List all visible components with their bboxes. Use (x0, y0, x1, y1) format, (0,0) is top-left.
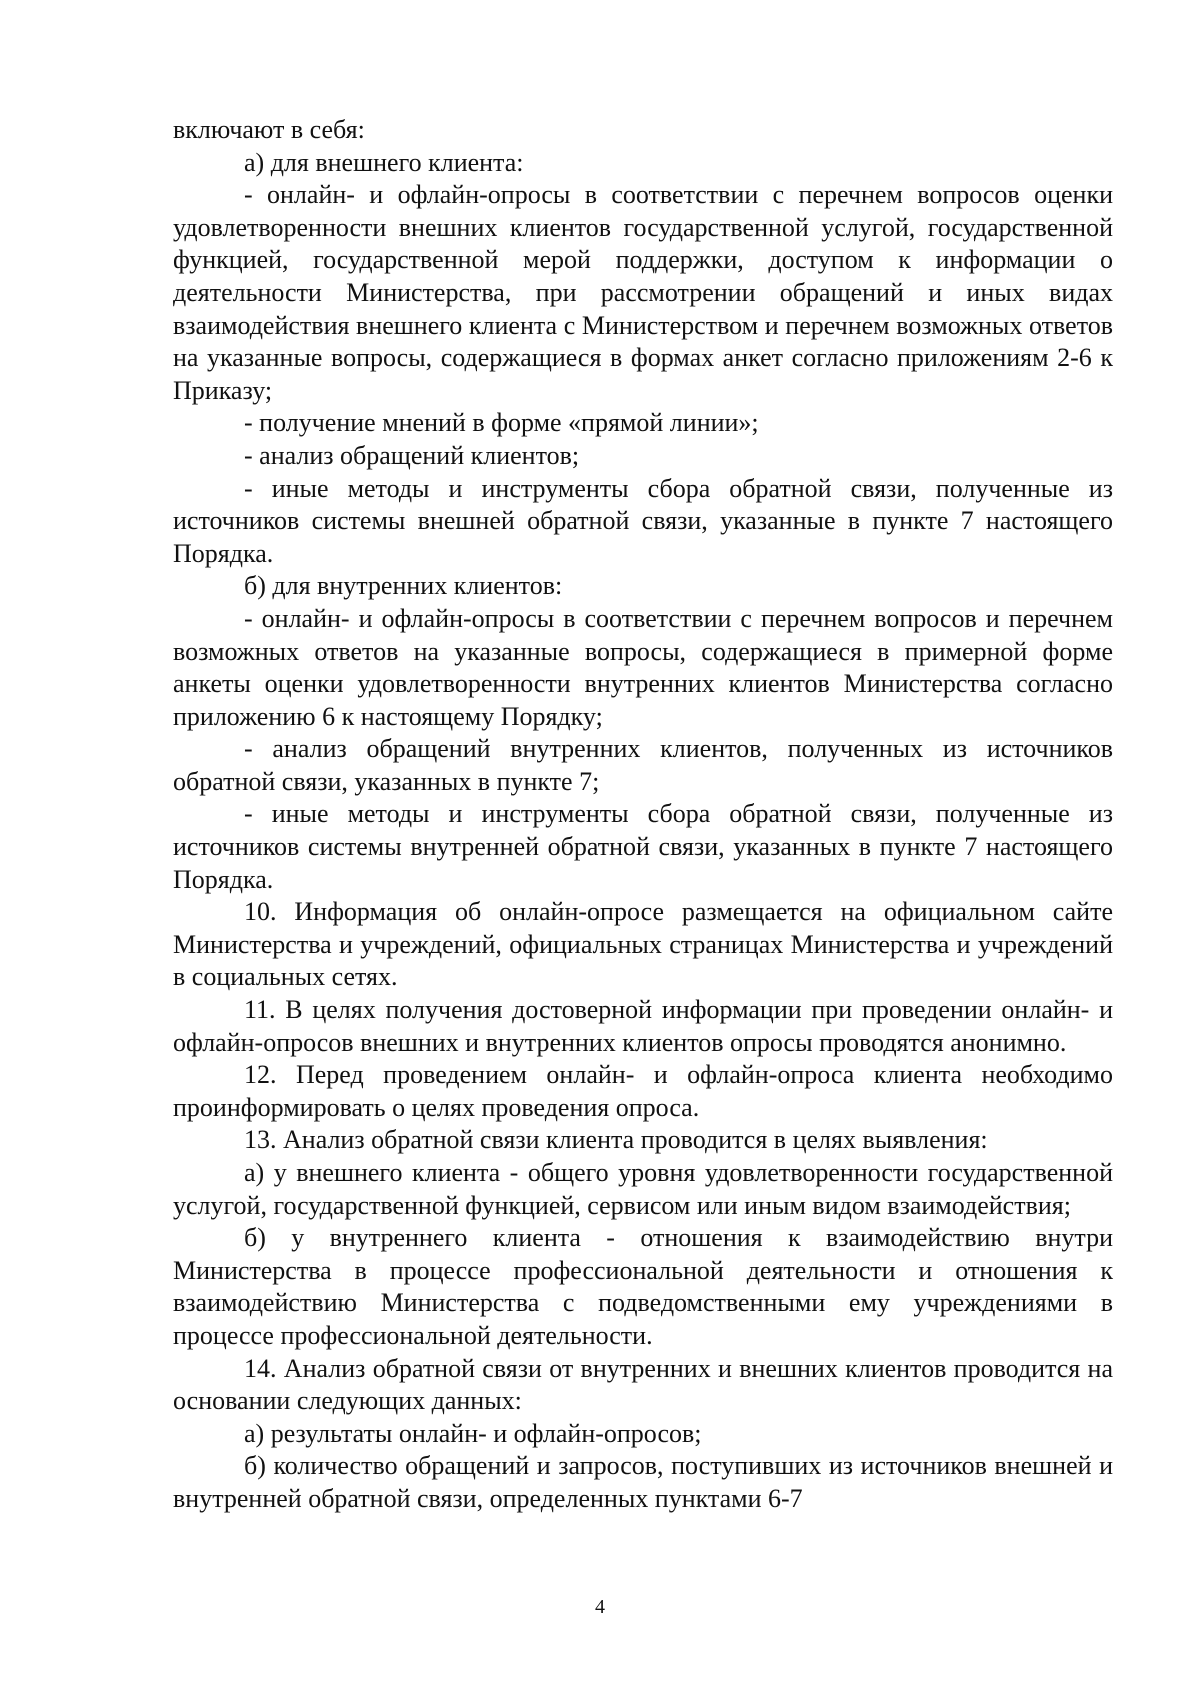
paragraph-internal-requests-analysis: - анализ обращений внутренних клиентов, полученных из источников обратной связи, указанных в пункте 7; (173, 734, 1113, 796)
paragraph-external-client-heading: а) для внешнего клиента: (244, 147, 524, 177)
paragraph-requests-analysis: - анализ обращений клиентов; (244, 440, 580, 470)
paragraph-item-12: 12. Перед проведением онлайн- и офлайн-опроса клиента необходимо проинформировать о целях проведения опроса. (173, 1060, 1113, 1122)
paragraph-item-14a: а) результаты онлайн- и офлайн-опросов; (244, 1418, 702, 1448)
paragraph-item-14: 14. Анализ обратной связи от внутренних и внешних клиентов проводится на основании следующих данных: (173, 1353, 1113, 1416)
paragraph-item-10: 10. Информация об онлайн-опросе размещается на официальном сайте Министерства и учреждений, официальных страницах Министерства и учреждений в социальных сетях. (173, 897, 1113, 992)
document-body (173, 114, 1113, 1516)
paragraph-item-13b: б) у внутреннего клиента - отношения к взаимодействию внутри Министерства в процессе профессиональной деятельности и отношения к взаимодействию Министерства с подведомственными ему учреждениями в процессе профессиональной деятельности. (173, 1223, 1113, 1350)
paragraph-intro: включают в себя: (173, 115, 365, 144)
page-number: 4 (595, 1596, 605, 1618)
paragraph-internal-surveys: - онлайн- и офлайн-опросы в соответствии с перечнем вопросов и перечнем возможных ответов на указанные вопросы, содержащиеся в примерной форме анкеты оценки удовлетворенности внутренних клиентов Министерства согласно приложению 6 к настоящему Порядку; (173, 603, 1113, 731)
paragraph-item-14b: б) количество обращений и запросов, поступивших из источников внешней и внутренней обратной связи, определенных пунктами 6-7 (173, 1451, 1113, 1513)
paragraph-external-surveys: - онлайн- и офлайн-опросы в соответствии с перечнем вопросов оценки удовлетворенности внешних клиентов государственной услугой, государственной функцией, государственной мерой поддержки, доступом к информации о деятельности Министерства, при рассмотрении обращений и иных видах взаимодействия внешнего клиента с Министерством и перечнем возможных ответов на указанные вопросы, содержащиеся в формах анкет согласно приложениям 2-6 к Приказу; (173, 180, 1113, 405)
paragraph-internal-other-methods: - иные методы и инструменты сбора обратной связи, полученные из источников системы внутренней обратной связи, указанных в пункте 7 настоящего Порядка. (173, 799, 1113, 894)
paragraph-hotline: - получение мнений в форме «прямой линии»; (244, 408, 759, 438)
paragraph-internal-client-heading: б) для внутренних клиентов: (244, 571, 563, 601)
paragraph-item-13: 13. Анализ обратной связи клиента проводится в целях выявления: (244, 1125, 988, 1155)
paragraph-item-13a: а) у внешнего клиента - общего уровня удовлетворенности государственной услугой, государственной функцией, сервисом или иным видом взаимодействия; (173, 1158, 1113, 1220)
paragraph-external-other-methods: - иные методы и инструменты сбора обратной связи, полученные из источников системы внешней обратной связи, указанные в пункте 7 настоящего Порядка. (173, 473, 1113, 568)
paragraph-item-11: 11. В целях получения достоверной информации при проведении онлайн- и офлайн-опросов внешних и внутренних клиентов опросы проводятся анонимно. (173, 995, 1113, 1057)
